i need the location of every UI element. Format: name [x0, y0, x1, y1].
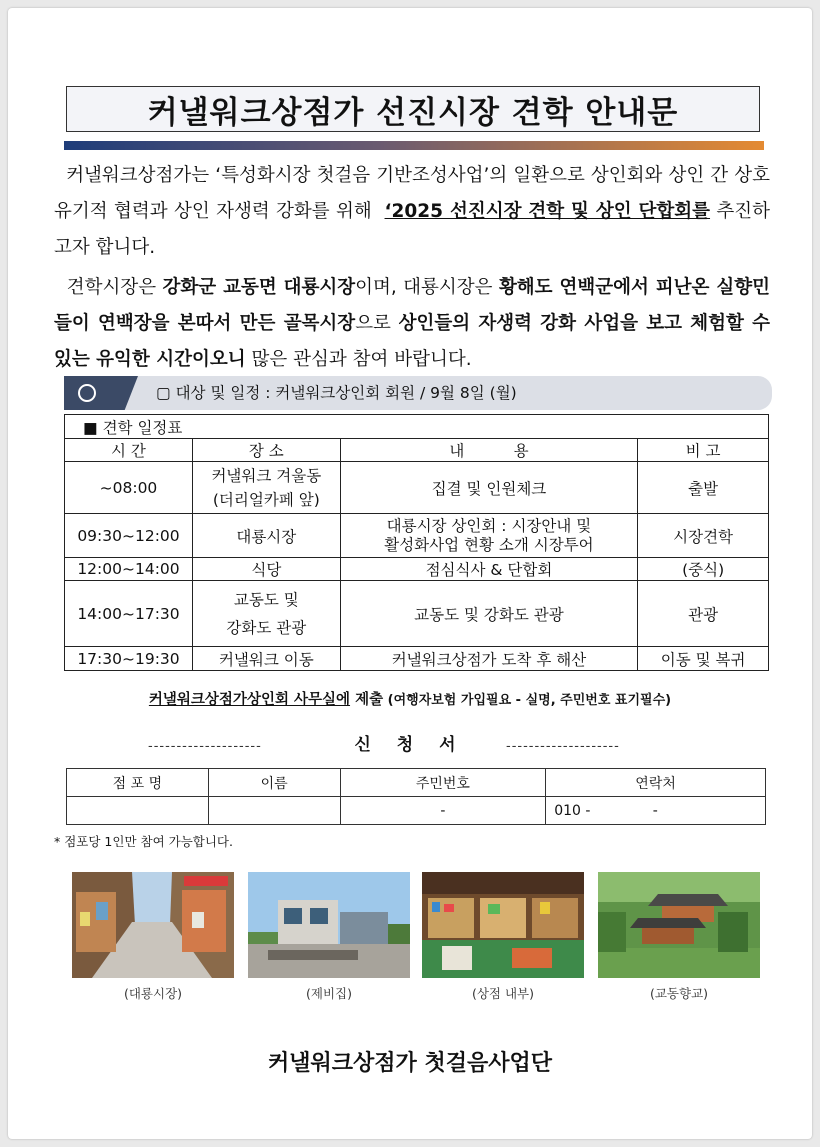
banner-text: ▢ 대상 및 일정 : 커낼워크상인회 회원 / 9월 8일 (월)	[156, 384, 517, 402]
contact-field[interactable]: 010 - -	[546, 797, 766, 825]
participation-note: * 점포당 1인만 참여 가능합니다.	[54, 834, 233, 849]
application-title: 신 청 서	[354, 735, 466, 755]
submit-place: 커낼워크상점가상인회 사무실에	[148, 692, 351, 708]
dash-left: --------------------	[148, 739, 262, 754]
row-time: 14:00~17:30	[65, 581, 193, 647]
row-time: 17:30~19:30	[65, 647, 193, 671]
header-note: 비 고	[638, 439, 769, 462]
intro-text-c: 추진하고자 합니다.	[54, 201, 771, 258]
intro-text-a: 커낼워크상점가는 ‘특성화시장 첫걸음 기반조성사업’의 일환으로 상인회와 상인 간 상호 유기적 협력과 상인 자생력 강화를 위해	[54, 165, 776, 222]
row-content: 집결 및 인원체크	[340, 462, 638, 514]
submit-instruction	[8, 688, 812, 709]
row-content: 커낼워크상점가 도착 후 해산	[340, 647, 638, 671]
row-content	[340, 514, 638, 558]
market-text-c: 이며, 대룡시장은	[355, 277, 499, 298]
row-place	[192, 581, 340, 647]
intro-paragraph	[54, 158, 776, 266]
table-row	[65, 581, 769, 647]
row-note: 시장견학	[638, 514, 769, 558]
market-paragraph	[54, 270, 770, 378]
table-row	[65, 647, 769, 671]
row-note: (중식)	[638, 558, 769, 581]
header-store: 점 포 명	[67, 769, 209, 797]
row-place: 식당	[192, 558, 340, 581]
photo-caption: (제비집)	[306, 986, 352, 1001]
row-place: 커낼워크 이동	[192, 647, 340, 671]
market-text-e: 으로	[355, 313, 399, 334]
building-photo	[248, 872, 410, 978]
row-place-line: 교동도 및	[233, 590, 299, 609]
document-page	[8, 8, 812, 1139]
row-place-line: 커낼워크 겨울동	[211, 466, 322, 485]
header-name: 이름	[208, 769, 340, 797]
row-content-line: 대룡시장 상인회 : 시장안내 및	[386, 516, 592, 535]
market-text-g: 많은 관심과 참여 바랍니다.	[245, 349, 472, 370]
circle-icon	[78, 384, 96, 402]
photo-caption: (상점 내부)	[471, 986, 535, 1001]
table-row	[65, 514, 769, 558]
organizer-footer: 커낼워크상점가 첫걸음사업단	[268, 1051, 552, 1076]
row-place: 대룡시장	[192, 514, 340, 558]
photo-caption: (대룡시장)	[123, 986, 183, 1001]
name-field[interactable]	[208, 797, 340, 825]
market-alley-photo	[72, 872, 234, 978]
row-place-line: (더리얼카페 앞)	[212, 490, 320, 509]
header-content: 내 용	[340, 439, 638, 462]
hyanggyo-photo	[598, 872, 760, 978]
submit-note: (여행자보험 가입필요 - 실명, 주민번호 표기필수)	[383, 693, 672, 708]
row-place	[192, 462, 340, 514]
row-time: 12:00~14:00	[65, 558, 193, 581]
row-content-line: 활성화사업 현황 소개 시장투어	[384, 535, 594, 554]
table-row	[65, 462, 769, 514]
row-time: 09:30~12:00	[65, 514, 193, 558]
id-field[interactable]: -	[340, 797, 546, 825]
application-table	[66, 768, 766, 825]
dash-right: --------------------	[506, 739, 620, 754]
table-row	[65, 558, 769, 581]
document-title	[66, 86, 760, 132]
schedule-table	[64, 414, 769, 671]
market-benefit: 상인들의 자생력 강화 사업을 보고 체험할 수 있는 유익한 시간이오니	[54, 313, 770, 370]
market-text-a: 견학시장은	[54, 277, 163, 298]
header-id: 주민번호	[340, 769, 546, 797]
header-contact: 연락처	[546, 769, 766, 797]
row-note: 출발	[638, 462, 769, 514]
submit-verb: 제출	[350, 692, 384, 708]
market-history: 황해도 연백군에서 피난온 실향민들이 연백장을 본따서 만든 골목시장	[54, 277, 770, 334]
row-note: 이동 및 복귀	[638, 647, 769, 671]
intro-highlight: ‘2025 선진시장 견학 및 상인 단합회를	[384, 201, 711, 222]
header-time: 시 간	[65, 439, 193, 462]
market-name: 강화군 교동면 대룡시장	[162, 277, 356, 298]
store-interior-photo	[422, 872, 584, 978]
store-field[interactable]	[67, 797, 209, 825]
schedule-caption: ■ 견학 일정표	[65, 415, 769, 439]
row-content: 교동도 및 강화도 관광	[340, 581, 638, 647]
title-gradient-bar	[64, 141, 764, 150]
header-place: 장 소	[192, 439, 340, 462]
photo-caption: (교동향교)	[649, 986, 709, 1001]
row-content: 점심식사 & 단합회	[340, 558, 638, 581]
title-text: 커낼워크상점가 선진시장 견학 안내문	[147, 94, 679, 131]
row-time: ~08:00	[65, 462, 193, 514]
row-note: 관광	[638, 581, 769, 647]
row-place-line: 강화도 관광	[226, 618, 307, 637]
